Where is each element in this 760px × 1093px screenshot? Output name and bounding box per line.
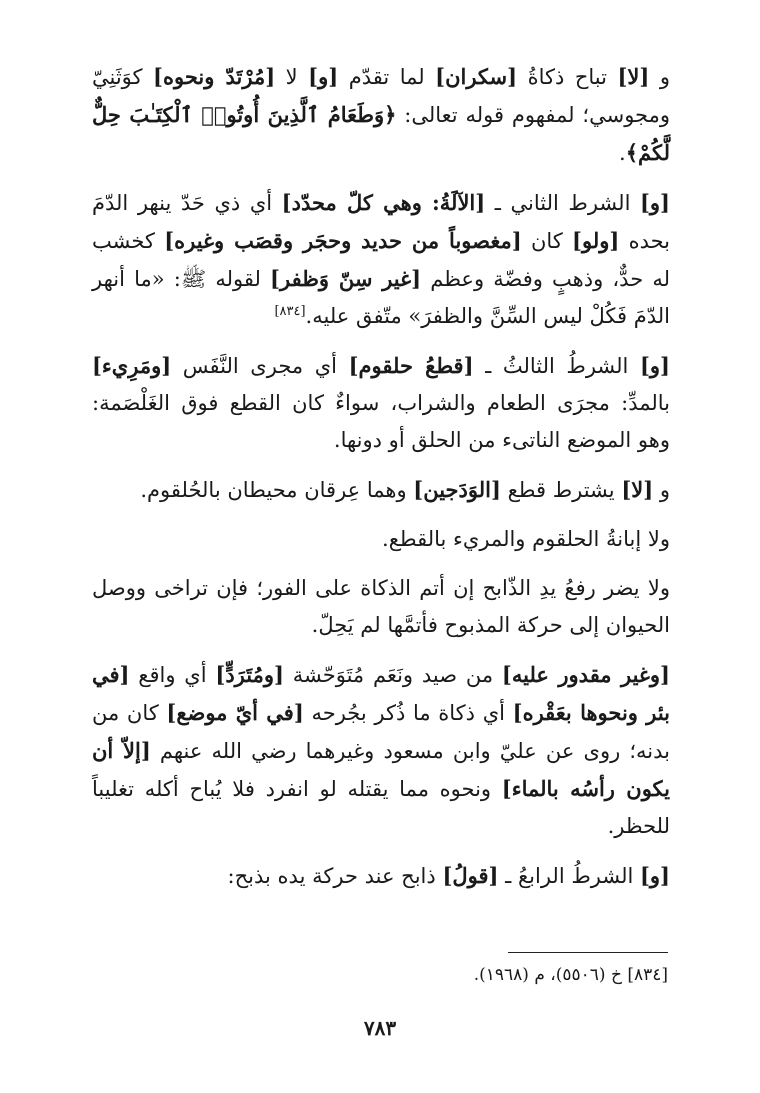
commentary-text: ذابح عند حركة يده بذبح: bbox=[227, 864, 443, 888]
commentary-text: أي مجرى النَّفَس bbox=[171, 354, 349, 378]
commentary-text: أي ذي حَدّ ينهر الدّمَ بحده bbox=[92, 191, 671, 253]
bold-matn-text: [في أيّ موضع] bbox=[166, 700, 304, 725]
paragraph bbox=[92, 184, 670, 335]
commentary-text: تباح ذكاةُ bbox=[517, 65, 618, 89]
bold-matn-text: [قولُ] bbox=[442, 863, 499, 888]
commentary-text: بالمدِّ: مجرَى الطعام والشراب، سواءٌ كان القطع فوق الغَلْصَمة: وهو الموضع الناتىء من الحلق أو دونها. bbox=[92, 391, 670, 452]
commentary-text: كان bbox=[521, 229, 573, 253]
paragraph bbox=[92, 347, 670, 459]
bold-matn-text: [و] bbox=[308, 64, 339, 89]
footnote-divider bbox=[508, 952, 668, 953]
commentary-text: لما تقدّم bbox=[338, 65, 436, 89]
bold-matn-text: [قطعُ حلقوم] bbox=[348, 353, 474, 378]
bold-matn-text: [مُرْتَدّ ونحوه] bbox=[153, 64, 276, 89]
commentary-text: من صيد ونَعَم مُتَوَحّشة bbox=[283, 663, 502, 687]
bold-matn-text: [و] bbox=[639, 190, 670, 215]
commentary-text: الشرط الثاني ـ bbox=[485, 191, 640, 215]
commentary-text: لقوله ﷺ: «ما أنهر الدّمَ فَكُلْ ليس السِّنَّ والظفرَ» متّفق عليه. bbox=[92, 267, 670, 328]
commentary-text: الشرطُ الثالثُ ـ bbox=[473, 354, 640, 378]
paragraph bbox=[92, 857, 670, 895]
bold-matn-text: [ومُتَرَدٍّ] bbox=[215, 662, 284, 687]
commentary-text: أي واقع bbox=[129, 663, 216, 687]
bold-matn-text: ﴿وَطَعَامُ ٱلَّذِينَ أُوتُوا۟ ٱلْكِتَـٰبَ حِلٌّ لَّكُمْ﴾ bbox=[92, 102, 670, 165]
commentary-text: ولا إبانةُ الحلقوم والمريء بالقطع. bbox=[382, 527, 670, 551]
bold-matn-text: [الوَدَجين] bbox=[413, 477, 501, 502]
footnote-marker: [٨٣٤] bbox=[274, 304, 306, 319]
bold-matn-text: [و] bbox=[639, 353, 670, 378]
page-body bbox=[92, 58, 670, 907]
bold-matn-text: [في بئر ونحوها بعَقْره] bbox=[92, 662, 670, 725]
commentary-text: كوَثَنِيّ ومجوسي؛ لمفهوم قوله تعالى: bbox=[92, 65, 670, 127]
paragraph bbox=[92, 656, 670, 845]
bold-matn-text: [ولو] bbox=[572, 228, 620, 253]
paragraph bbox=[92, 570, 670, 644]
commentary-text: الشرطُ الرابعُ ـ bbox=[498, 864, 640, 888]
commentary-text: كان من بدنه؛ روى عن عليّ وابن مسعود وغيرهما رضي الله عنهم bbox=[92, 701, 670, 763]
paragraph bbox=[92, 471, 670, 509]
page-number: ٧٨٣ bbox=[363, 1016, 397, 1040]
bold-matn-text: [و] bbox=[639, 863, 670, 888]
footnote: [٨٣٤] خ (٥٥٠٦)، م (١٩٦٨). bbox=[473, 965, 668, 985]
commentary-text: كخشب له حدٌّ، وذهبٍ وفضّة وعظم bbox=[92, 229, 670, 291]
bold-matn-text: [غير سِنّ وَظفر] bbox=[270, 266, 422, 291]
bold-matn-text: [ومَرِيء] bbox=[92, 353, 172, 378]
commentary-text: . bbox=[619, 141, 626, 165]
paragraph bbox=[92, 58, 670, 172]
commentary-text: أي ذكاة ما ذُكر بجُرحه bbox=[303, 701, 513, 725]
commentary-text: ولا يضر رفعُ يدِ الذّابح إن أتم الذكاة على الفور؛ فإن تراخى ووصل الحيوان إلى حركة المذبوح فأتمَّها لم يَحِلّ. bbox=[92, 576, 670, 637]
commentary-text: لا bbox=[275, 65, 309, 89]
bold-matn-text: [لا] bbox=[621, 477, 654, 502]
bold-matn-text: [مغصوباً من حديد وحجَر وقصَب وغيره] bbox=[164, 228, 522, 253]
paragraph bbox=[92, 521, 670, 558]
commentary-text: و bbox=[653, 478, 670, 502]
commentary-text: وهما عِرقان محيطان بالحُلقوم. bbox=[140, 478, 414, 502]
bold-matn-text: [وغير مقدور عليه] bbox=[501, 662, 670, 687]
bold-matn-text: [إلاّ أن يكون رأسُه بالماء] bbox=[92, 738, 670, 801]
commentary-text: ونحوه مما يقتله لو انفرد فلا يُباح أكله تغليباً للحظر. bbox=[92, 777, 670, 838]
commentary-text: يشترط قطع bbox=[500, 478, 622, 502]
bold-matn-text: [الآلَةُ: وهي كلّ محدّد] bbox=[281, 190, 486, 215]
bold-matn-text: [لا] bbox=[617, 64, 650, 89]
bold-matn-text: [سكران] bbox=[435, 64, 518, 89]
commentary-text: و bbox=[649, 65, 671, 89]
